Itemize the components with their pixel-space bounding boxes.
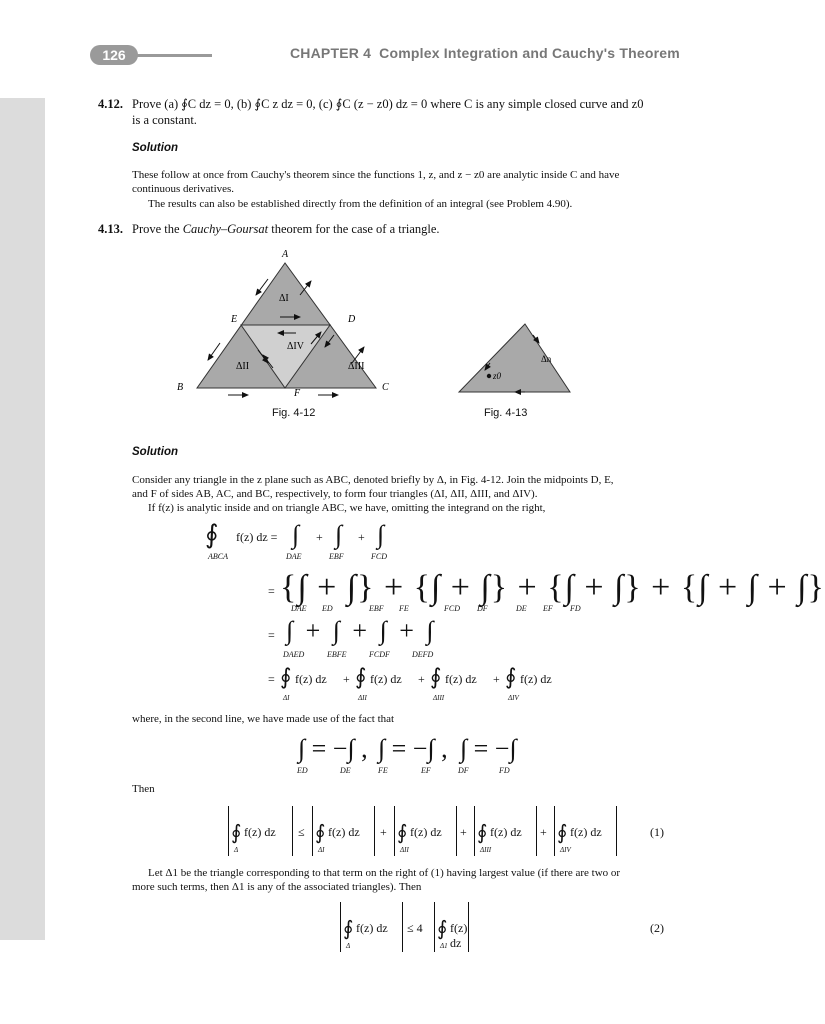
eq2-path: DF bbox=[477, 604, 488, 613]
ineq1-term: f(z) dz bbox=[570, 825, 602, 839]
ineq1-sub: ΔII bbox=[400, 846, 409, 854]
contour-integral-sign: ∮ bbox=[505, 664, 517, 689]
ineq1-sub: ΔIII bbox=[480, 846, 492, 854]
figure-4-13 bbox=[455, 320, 580, 400]
eq2-path: ED bbox=[322, 604, 333, 613]
solution-4-12-line3: The results can also be established directly from the definition of an integral (see Problem 4.90). bbox=[148, 198, 573, 210]
let-line1: Let Δ1 be the triangle corresponding to that term on the right of (1) having largest value (if there are two or bbox=[148, 867, 621, 879]
solution-heading-4-12: Solution bbox=[132, 142, 178, 154]
eq2-path: FD bbox=[570, 604, 581, 613]
ineq1-term: f(z) dz bbox=[244, 825, 276, 839]
eq4-term: f(z) dz bbox=[370, 672, 402, 686]
eq4-sub: ΔII bbox=[358, 694, 367, 702]
inequality-1-last: + ∮ f(z) dz ΔIV bbox=[540, 806, 640, 856]
eq1-path: DAE bbox=[286, 552, 302, 561]
vertex-c-label: C bbox=[382, 382, 389, 393]
fact-1: ∫ = −∫ , bbox=[298, 734, 368, 763]
problem-4-13-theorem-name: Cauchy–Goursat bbox=[182, 222, 269, 236]
ineq2-rhs: f(z) dz bbox=[450, 921, 468, 950]
fact-3: ∫ = −∫ bbox=[460, 734, 517, 763]
eq4-sub: ΔI bbox=[283, 694, 290, 702]
equation-number-2: (2) bbox=[650, 921, 664, 935]
eq3-path: FCDF bbox=[369, 650, 390, 659]
triangle-delta-n bbox=[459, 324, 570, 392]
ineq1-term: f(z) dz bbox=[410, 825, 442, 839]
figure-4-13-caption: Fig. 4-13 bbox=[484, 407, 528, 419]
solution-4-12-line2: continuous derivatives. bbox=[132, 183, 235, 195]
chapter-title: Complex Integration and Cauchy's Theorem bbox=[379, 45, 680, 61]
inequality-1-continued: + ∮ f(z) dz ΔIII bbox=[458, 806, 588, 856]
region-iv-label: ΔIV bbox=[287, 341, 304, 352]
eq4-term: f(z) dz bbox=[445, 672, 477, 686]
contour-integral-sign: ∮ bbox=[430, 664, 442, 689]
eq2-path: EF bbox=[543, 604, 553, 613]
eq2-path: FE bbox=[399, 604, 409, 613]
eq1-path-abca: ABCA bbox=[208, 552, 228, 561]
plus-sign: + bbox=[493, 672, 500, 686]
equals-sign: = bbox=[268, 628, 275, 642]
integral-sign: ∫ bbox=[377, 520, 385, 549]
ineq2-sub: Δ bbox=[346, 942, 351, 950]
figure-4-12 bbox=[170, 245, 430, 405]
region-iii-label: ΔIII bbox=[348, 361, 365, 372]
plus-sign: + bbox=[343, 672, 350, 686]
fact-path: EF bbox=[421, 766, 431, 775]
problem-4-12-line2: is a constant. bbox=[132, 113, 197, 127]
fact-path: DF bbox=[458, 766, 469, 775]
eq3-path: DEFD bbox=[412, 650, 434, 659]
inequality-2: ∮ f(z) dz Δ ≤ 4 ∮ f(z) dz Δ1 bbox=[340, 902, 480, 952]
then-word: Then bbox=[132, 783, 155, 795]
ineq1-sub: ΔIV bbox=[560, 846, 571, 854]
ineq2-lhs: f(z) dz bbox=[356, 921, 388, 935]
integral-sign: ∫ bbox=[292, 520, 300, 549]
figure-4-12-caption: Fig. 4-12 bbox=[272, 407, 316, 419]
fact-2: ∫ = −∫ , bbox=[378, 734, 448, 763]
point-z0 bbox=[487, 374, 491, 378]
plus-sign: + bbox=[418, 672, 425, 686]
ineq1-term: f(z) dz bbox=[490, 825, 522, 839]
fact-path: DE bbox=[340, 766, 351, 775]
eq2-path: DAE bbox=[291, 604, 307, 613]
problem-4-13-suffix: theorem for the case of a triangle. bbox=[268, 222, 440, 236]
eq1-path: EBF bbox=[329, 552, 344, 561]
chapter-heading bbox=[290, 45, 680, 61]
ineq2-sub: Δ1 bbox=[440, 942, 448, 950]
solution-heading-4-13: Solution bbox=[132, 446, 178, 458]
eq4-term: f(z) dz bbox=[520, 672, 552, 686]
problem-4-13-prefix: Prove the bbox=[132, 222, 183, 236]
contour-integral-sign: ∮ bbox=[355, 664, 367, 689]
contour-integral-sign: ∮ bbox=[205, 520, 219, 549]
eq1-lhs: f(z) dz = bbox=[236, 530, 278, 544]
solution-4-13-line1: Consider any triangle in the z plane such as ABC, denoted briefly by Δ, in Fig. 4-12. Join the midpoints D, E, bbox=[132, 474, 614, 486]
eq4-term: f(z) dz bbox=[295, 672, 327, 686]
eq3-path: DAED bbox=[283, 650, 305, 659]
eq3-path: EBFE bbox=[327, 650, 347, 659]
where-line: where, in the second line, we have made use of the fact that bbox=[132, 713, 395, 725]
page-margin-bar bbox=[0, 98, 45, 940]
equation-number-1: (1) bbox=[650, 825, 664, 839]
solution-4-13-line2: and F of sides AB, AC, and BC, respectively, to form four triangles (ΔI, ΔII, ΔIII, and ΔIV). bbox=[132, 488, 538, 500]
plus-sign: + bbox=[316, 530, 323, 544]
equals-sign: = bbox=[268, 584, 275, 598]
eq1-path: FCD bbox=[371, 552, 387, 561]
solution-4-13-line3: If f(z) is analytic inside and on triangle ABC, we have, omitting the integrand on the right, bbox=[148, 502, 546, 514]
chapter-label: CHAPTER 4 bbox=[290, 45, 372, 61]
vertex-a-label: A bbox=[282, 249, 289, 260]
inequality-1: ∮ f(z) dz Δ ≤ ∮ f(z) dz ΔI + ∮ f(z) dz ΔII bbox=[228, 806, 578, 856]
fact-path: FD bbox=[499, 766, 510, 775]
fact-path: FE bbox=[378, 766, 388, 775]
eq2-path: DE bbox=[516, 604, 527, 613]
vertex-b-label: B bbox=[177, 382, 184, 393]
ineq1-sub: Δ bbox=[234, 846, 239, 854]
problem-4-12-line1: Prove (a) ∮C dz = 0, (b) ∮C z dz = 0, (c) ∮C (z − z0) dz = 0 where C is any simple closed curve and z0 bbox=[132, 97, 644, 111]
contour-integral-sign: ∮ bbox=[280, 664, 292, 689]
point-z0-label: z0 bbox=[493, 371, 502, 381]
vertex-f-label: F bbox=[294, 388, 301, 399]
ineq1-sub: ΔI bbox=[318, 846, 325, 854]
eq3-expression: ∫ + ∫ + ∫ + ∫ bbox=[286, 616, 434, 645]
problem-number-4-12: 4.12. bbox=[98, 97, 123, 111]
eq2-expression: {∫ + ∫} + {∫ + ∫} + {∫ + ∫} + {∫ + ∫ + ∫} bbox=[280, 569, 825, 606]
eq2-path: FCD bbox=[444, 604, 460, 613]
eq2-path: EBF bbox=[369, 604, 384, 613]
problem-number-4-13: 4.13. bbox=[98, 222, 123, 236]
eq4-sub: ΔIV bbox=[508, 694, 519, 702]
eq4-sub: ΔIII bbox=[433, 694, 445, 702]
let-line2: more such terms, then Δ1 is any of the associated triangles). Then bbox=[132, 881, 422, 893]
equals-sign: = bbox=[268, 672, 275, 686]
fact-path: ED bbox=[297, 766, 308, 775]
problem-4-13-text bbox=[132, 222, 440, 237]
vertex-e-label: E bbox=[231, 314, 238, 325]
vertex-d-label: D bbox=[348, 314, 356, 325]
header-rule bbox=[136, 54, 212, 57]
page-number: 126 bbox=[90, 45, 138, 65]
ineq1-term: f(z) dz bbox=[328, 825, 360, 839]
integral-sign: ∫ bbox=[335, 520, 343, 549]
ineq2-mid: ≤ 4 bbox=[407, 921, 423, 935]
region-i-label: ΔI bbox=[279, 293, 289, 304]
plus-sign: + bbox=[358, 530, 365, 544]
region-ii-label: ΔII bbox=[236, 361, 250, 372]
solution-4-12-line1: These follow at once from Cauchy's theorem since the functions 1, z, and z − z0 are analytic inside C and have bbox=[132, 169, 620, 181]
delta-n-label: Δn bbox=[541, 354, 552, 364]
